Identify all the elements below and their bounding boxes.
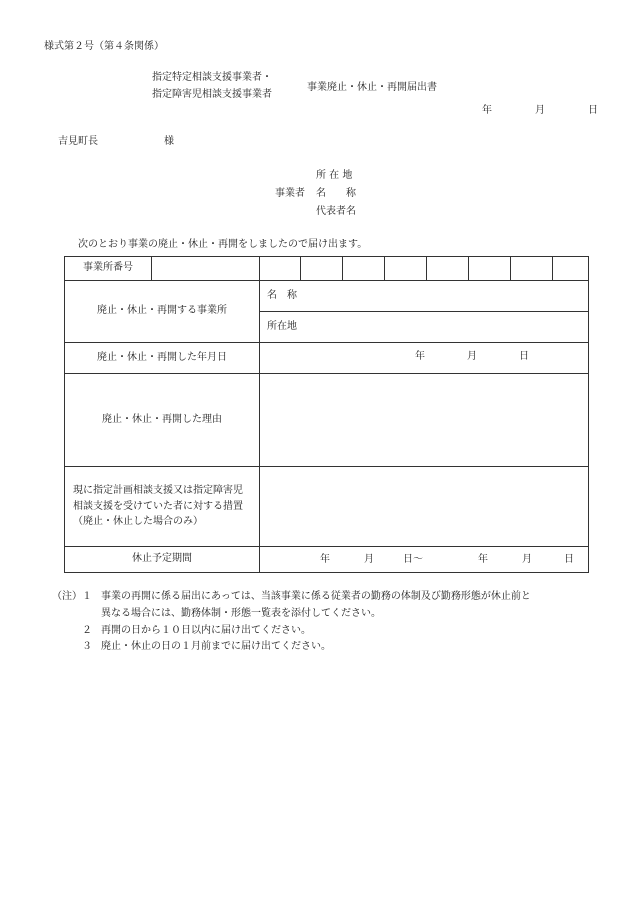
period-from-year: 年 bbox=[320, 553, 330, 565]
note-1-num: １ bbox=[82, 591, 92, 602]
office-address-label: 所在地 bbox=[267, 320, 297, 332]
date-field-year: 年 bbox=[415, 351, 425, 362]
office-number-digit-7[interactable] bbox=[469, 257, 511, 281]
form-number: 様式第２号（第４条関係） bbox=[44, 41, 164, 52]
office-number-digit-6[interactable] bbox=[427, 257, 469, 281]
office-number-digit-9[interactable] bbox=[553, 257, 589, 281]
note-2-num: ２ bbox=[82, 625, 92, 636]
office-number-digit-2[interactable] bbox=[260, 257, 301, 281]
date-field[interactable] bbox=[260, 343, 589, 374]
office-number-label: 事業所番号 bbox=[65, 257, 152, 281]
note-2-line1: 再開の日から１０日以内に届け出てください。 bbox=[101, 625, 311, 636]
measures-row bbox=[65, 467, 589, 547]
addressee-name: 吉見町長 bbox=[58, 136, 98, 147]
measures-label-line1: 現に指定計画相談支援又は指定障害児 bbox=[73, 485, 243, 497]
office-number-digit-5[interactable] bbox=[385, 257, 427, 281]
period-from-day: 日〜 bbox=[403, 553, 423, 565]
office-name-field[interactable] bbox=[260, 281, 589, 312]
office-number-digit-8[interactable] bbox=[511, 257, 553, 281]
addressee-honorific: 様 bbox=[164, 136, 174, 147]
heading-line1: 指定特定相談支援事業者・ bbox=[152, 72, 272, 83]
measures-label-line3: （廃止・休止した場合のみ） bbox=[73, 516, 203, 528]
period-label: 休止予定期間 bbox=[65, 547, 260, 573]
notes-prefix: （注） bbox=[52, 591, 82, 602]
office-name-row bbox=[65, 281, 589, 312]
office-label: 廃止・休止・再開する事業所 bbox=[65, 281, 260, 343]
date-day-label: 日 bbox=[588, 105, 598, 116]
reason-row bbox=[65, 374, 589, 467]
office-number-digit-3[interactable] bbox=[301, 257, 343, 281]
period-from-month: 月 bbox=[364, 553, 374, 565]
applicant-name-label: 名 称 bbox=[316, 188, 356, 199]
period-to-day: 日 bbox=[564, 553, 574, 565]
applicant-prefix: 事業者 bbox=[275, 188, 305, 199]
intro-text: 次のとおり事業の廃止・休止・再開をしましたので届け出ます。 bbox=[78, 239, 368, 250]
date-label: 廃止・休止・再開した年月日 bbox=[65, 343, 260, 374]
date-field-day: 日 bbox=[519, 351, 529, 362]
date-year-label: 年 bbox=[482, 105, 492, 116]
note-3-num: ３ bbox=[82, 641, 92, 652]
form-title: 事業廃止・休止・再開届出書 bbox=[307, 82, 437, 93]
note-3-line1: 廃止・休止の日の１月前までに届け出てください。 bbox=[101, 641, 331, 652]
office-number-digit-1[interactable] bbox=[152, 257, 260, 281]
date-month-label: 月 bbox=[535, 105, 545, 116]
office-name-label: 名 称 bbox=[267, 289, 297, 301]
period-to-year: 年 bbox=[478, 553, 488, 565]
date-row bbox=[65, 343, 589, 374]
note-1-line2: 異なる場合には、勤務体制・形態一覧表を添付してください。 bbox=[101, 608, 381, 619]
period-field[interactable] bbox=[260, 547, 589, 573]
office-number-digit-4[interactable] bbox=[343, 257, 385, 281]
measures-field[interactable] bbox=[260, 467, 589, 547]
period-to-month: 月 bbox=[522, 553, 532, 565]
office-address-field[interactable] bbox=[260, 312, 589, 343]
note-1-line1: 事業の再開に係る届出にあっては、当該事業に係る従業者の勤務の体制及び勤務形態が休止前と bbox=[101, 591, 531, 602]
office-number-row bbox=[65, 257, 589, 281]
heading-line2: 指定障害児相談支援事業者 bbox=[152, 89, 272, 100]
form-table bbox=[64, 256, 589, 573]
applicant-address-label: 所 在 地 bbox=[316, 170, 353, 181]
date-field-month: 月 bbox=[467, 351, 477, 362]
reason-field[interactable] bbox=[260, 374, 589, 467]
measures-label-line2: 相談支援を受けていた者に対する措置 bbox=[73, 500, 243, 512]
reason-label: 廃止・休止・再開した理由 bbox=[65, 374, 260, 467]
period-row bbox=[65, 547, 589, 573]
applicant-rep-label: 代表者名 bbox=[316, 206, 356, 217]
measures-label bbox=[65, 467, 260, 547]
